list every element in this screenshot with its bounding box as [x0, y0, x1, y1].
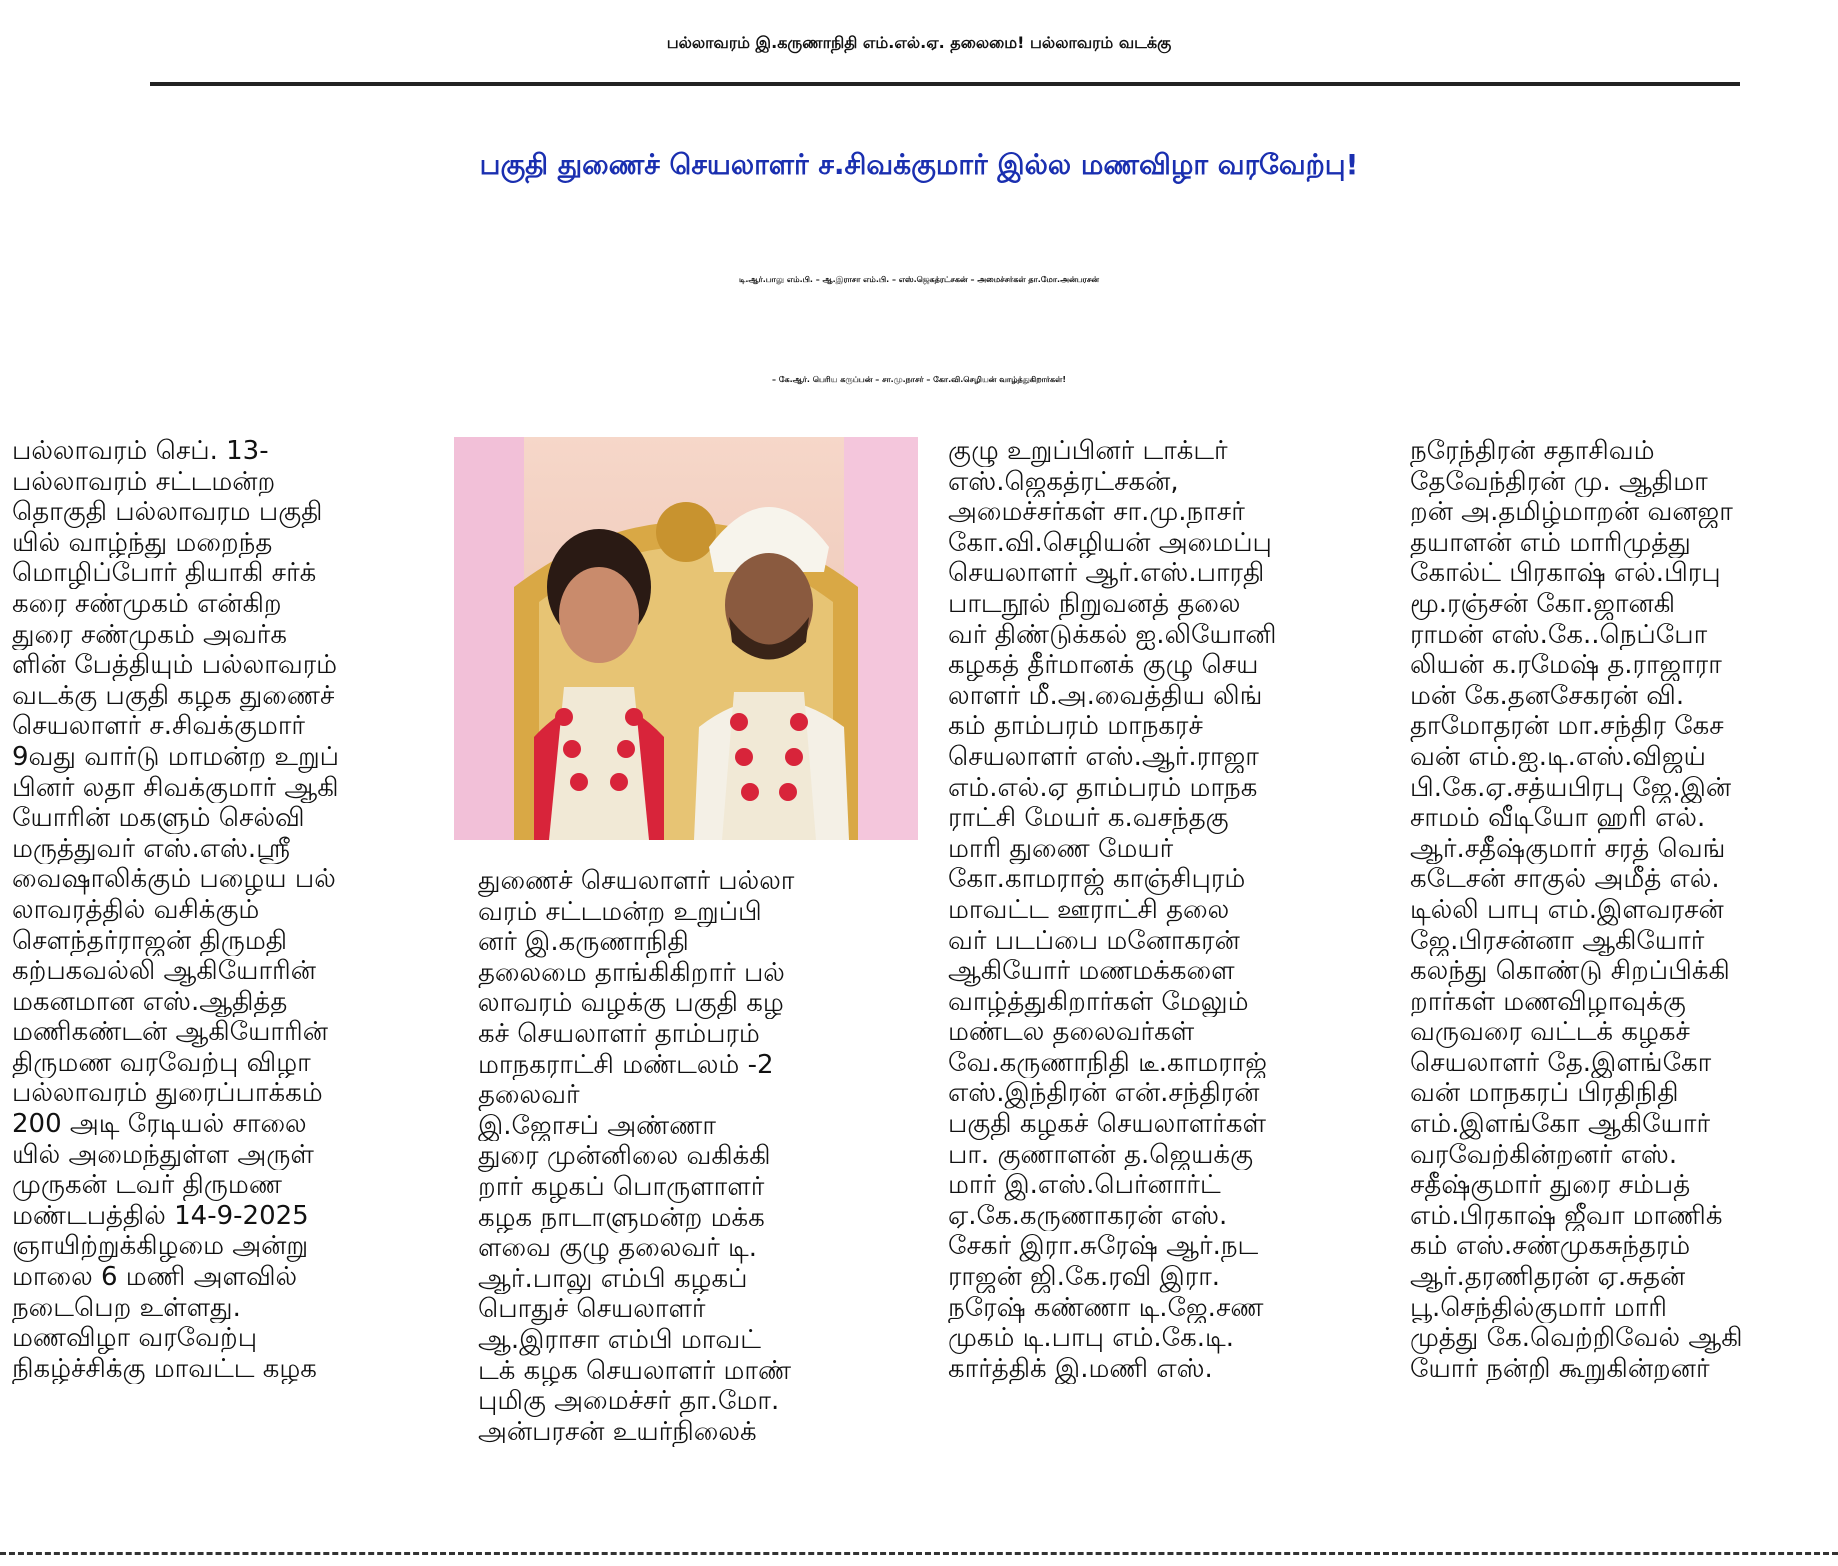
- column-line: சௌந்தர்ராஜன் திருமதி: [12, 925, 288, 956]
- column-line: வரவேற்கின்றனர் எஸ்.: [1410, 1139, 1678, 1170]
- subheadline-line-2: – கே.ஆர். பெரிய கருப்பன் – சா.மு.நாசர் – கோ.வி.செழியன் வாழ்த்துகிறார்கள்!: [771, 375, 1066, 384]
- column-line: எம்.இளங்கோ ஆகியோர்: [1410, 1109, 1711, 1140]
- column-line: பல்லாவரம் துரைப்பாக்கம்: [12, 1078, 323, 1109]
- column-line: டக் கழக செயலாளர் மாண்: [478, 1355, 792, 1386]
- column-line: தொகுதி பல்லாவரம பகுதி: [12, 497, 323, 528]
- column-line: கம் தாம்பரம் மாநகரச்: [948, 711, 1203, 742]
- column-line: மாலை 6 மணி அளவில்: [12, 1262, 298, 1293]
- column-line: றார்கள் மணவிழாவுக்கு: [1410, 986, 1686, 1017]
- column-line: வன் மாநகரப் பிரதிநிதி: [1410, 1078, 1679, 1109]
- column-line: லாளர் மீ.அ.வைத்திய லிங்: [948, 680, 1263, 711]
- column-line: ஆர்.சதீஷ்குமார் சரத் வெங்: [1410, 833, 1726, 864]
- article-column-4: [1410, 436, 1830, 1384]
- column-line: பூ.செந்தில்குமார் மாரி: [1410, 1292, 1667, 1323]
- column-line: பாடநூல் நிறுவனத் தலை: [948, 588, 1241, 619]
- column-line: இ.ஜோசப் அண்ணா: [478, 1110, 716, 1141]
- column-line: கலந்து கொண்டு சிறப்பிக்கி: [1410, 956, 1730, 987]
- column-line: பொதுச் செயலாளர்: [478, 1294, 706, 1325]
- column-line: எஸ்.ஜெகத்ரட்சகன்,: [948, 466, 1179, 497]
- bottom-dashed-rule: [0, 1552, 1838, 1555]
- column-line: ஜே.பிரசன்னா ஆகியோர்: [1410, 925, 1705, 956]
- article-column-1: [12, 436, 432, 1384]
- column-line: வே.கருணாநிதி டீ.காமராஜ்: [948, 1047, 1267, 1078]
- column-line: ஏ.கே.கருணாகரன் எஸ்.: [948, 1200, 1228, 1231]
- article-column-2: [478, 866, 898, 1447]
- column-line: வன் எம்.ஐ.டி.எஸ்.விஜய்: [1410, 741, 1706, 772]
- column-line: மூ.ரஞ்சன் கோ.ஜானகி: [1410, 588, 1676, 619]
- column-line: வர் படப்பை மனோகரன்: [948, 925, 1240, 956]
- column-line: முத்து கே.வெற்றிவேல் ஆகி: [1410, 1323, 1743, 1354]
- headline-line-2: பகுதி துணைச் செயலாளர் ச.சிவக்குமார் இல்ல மணவிழா வரவேற்பு!: [479, 148, 1359, 181]
- column-line: தலைமை தாங்கிகிறார் பல்: [478, 957, 785, 988]
- column-line: நரேஷ் கண்ணா டி.ஜே.சண: [948, 1292, 1264, 1323]
- column-line: பல்லாவரம் சட்டமன்ற: [12, 466, 276, 497]
- column-line: ளின் பேத்தியும் பல்லாவரம்: [12, 650, 338, 681]
- column-line: 9வது வார்டு மாமன்ற உறுப்: [12, 741, 340, 772]
- column-line: வரம் சட்டமன்ற உறுப்பி: [478, 896, 762, 927]
- column-line: 200 அடி ரேடியல் சாலை: [12, 1109, 307, 1140]
- column-line: கழக நாடாளுமன்ற மக்க: [478, 1202, 765, 1233]
- column-line: செயலாளர் ச.சிவக்குமார்: [12, 711, 305, 742]
- column-line: கரை சண்முகம் என்கிற: [12, 588, 282, 619]
- column-line: திருமண வரவேற்பு விழா: [12, 1047, 311, 1078]
- column-line: முகம் டி.பாபு எம்.கே.டி.: [948, 1323, 1234, 1354]
- column-line: வடக்கு பகுதி கழக துணைச்: [12, 680, 335, 711]
- column-line: ஆர்.தரணிதரன் ஏ.சுதன்: [1410, 1262, 1686, 1293]
- column-line: தாமோதரன் மா.சந்திர கேச: [1410, 711, 1724, 742]
- column-line: ராமன் எஸ்.கே..நெப்போ: [1410, 619, 1708, 650]
- column-line: ஆ.இராசா எம்பி மாவட்: [478, 1324, 761, 1355]
- column-line: கம் எஸ்.சண்முகசுந்தரம்: [1410, 1231, 1691, 1262]
- column-line: மண்டபத்தில் 14-9-2025: [12, 1200, 309, 1231]
- column-line: லாவரத்தில் வசிக்கும்: [12, 894, 260, 925]
- column-line: கழகத் தீர்மானக் குழு செய: [948, 650, 1259, 681]
- column-line: நிகழ்ச்சிக்கு மாவட்ட கழக: [12, 1353, 317, 1384]
- column-line: பி.கே.ஏ.சத்யபிரபு ஜே.இன்: [1410, 772, 1732, 803]
- column-line: கற்பகவல்லி ஆகியோரின்: [12, 956, 316, 987]
- column-line: மணிகண்டன் ஆகியோரின்: [12, 1017, 328, 1048]
- column-line: றார் கழகப் பொருளாளர்: [478, 1171, 765, 1202]
- column-line: மாநகராட்சி மண்டலம் -2: [478, 1049, 774, 1080]
- column-line: யோரின் மகளும் செல்வி: [12, 803, 305, 834]
- column-line: தலைவர்: [478, 1080, 580, 1111]
- subheadline-line-1: டி.ஆர்.பாலு எம்.பி. – ஆ.இராசா எம்.பி. – எஸ்.ஜெகத்ரட்சகன் – அமைச்சர்கள் தா.மோ.அன்பரசன்: [738, 275, 1100, 284]
- column-line: கச் செயலாளர் தாம்பரம்: [478, 1018, 760, 1049]
- column-line: செயலாளர் ஆர்.எஸ்.பாரதி: [948, 558, 1265, 589]
- column-line: வர் திண்டுக்கல் ஐ.லியோனி: [948, 619, 1277, 650]
- column-line: சதீஷ்குமார் துரை சம்பத்: [1410, 1170, 1691, 1201]
- column-line: பல்லாவரம் செப். 13-: [12, 436, 269, 466]
- column-line: எம்.பிரகாஷ் ஜீவா மாணிக்: [1410, 1200, 1723, 1231]
- column-line: மணவிழா வரவேற்பு: [12, 1323, 258, 1354]
- column-line: ஞாயிற்றுக்கிழமை அன்று: [12, 1231, 309, 1262]
- column-line: ளவை குழு தலைவர் டி.: [478, 1233, 758, 1264]
- wedding-couple-photo: [454, 437, 918, 840]
- column-line: துரை சண்முகம் அவர்க: [12, 619, 288, 650]
- column-line: வருவரை வட்டக் கழகச்: [1410, 1017, 1690, 1048]
- column-line: ராட்சி மேயர் க.வசந்தகு: [948, 803, 1229, 834]
- column-line: மாவட்ட ஊராட்சி தலை: [948, 894, 1230, 925]
- column-line: லாவரம் வழக்கு பகுதி கழ: [478, 988, 784, 1019]
- column-line: புமிகு அமைச்சர் தா.மோ.: [478, 1386, 780, 1417]
- column-line: வாழ்த்துகிறார்கள் மேலும்: [948, 986, 1249, 1017]
- column-line: னர் இ.கருணாநிதி: [478, 927, 689, 958]
- column-line: யில் வாழ்ந்து மறைந்த: [12, 527, 273, 558]
- headline-rule: [150, 82, 1740, 86]
- column-line: பா. குணாளன் த.ஜெயக்கு: [948, 1139, 1254, 1170]
- column-line: ஆகியோர் மணமக்களை: [948, 956, 1235, 987]
- column-line: வைஷாலிக்கும் பழைய பல்: [12, 864, 336, 895]
- column-line: பினர் லதா சிவக்குமார் ஆகி: [12, 772, 339, 803]
- column-line: மார் இ.எஸ்.பெர்னார்ட்: [948, 1170, 1221, 1201]
- column-line: லியன் க.ரமேஷ் த.ராஜாரா: [1410, 650, 1722, 681]
- column-line: குழு உறுப்பினர் டாக்டர்: [948, 436, 1228, 466]
- column-line: முருகன் டவர் திருமண: [12, 1170, 282, 1201]
- column-line: கடேசன் சாகுல் அமீத் எல்.: [1410, 864, 1720, 895]
- column-line: கோல்ட் பிரகாஷ் எல்.பிரபு: [1410, 558, 1721, 589]
- column-line: நடைபெற உள்ளது.: [12, 1292, 241, 1323]
- column-line: மன் கே.தனசேகரன் வி.: [1410, 680, 1685, 711]
- column-line: நரேந்திரன் சதாசிவம்: [1410, 436, 1655, 466]
- column-line: செயலாளர் தே.இளங்கோ: [1410, 1047, 1712, 1078]
- column-line: அன்பரசன் உயர்நிலைக்: [478, 1416, 757, 1447]
- column-line: தயாளன் எம் மாரிமுத்து: [1410, 527, 1691, 558]
- column-line: மகனமான எஸ்.ஆதித்த: [12, 986, 288, 1017]
- column-line: எம்.எல்.ஏ தாம்பரம் மாநக: [948, 772, 1258, 803]
- column-line: மருத்துவர் எஸ்.எஸ்.ஸ்ரீ: [12, 833, 291, 864]
- column-line: கோ.வி.செழியன் அமைப்பு: [948, 527, 1272, 558]
- column-line: யில் அமைந்துள்ள அருள்: [12, 1139, 314, 1170]
- column-line: சாமம் வீடியோ ஹரி எல்.: [1410, 803, 1706, 834]
- column-line: மண்டல தலைவர்கள்: [948, 1017, 1195, 1048]
- column-line: கோ.காமராஜ் காஞ்சிபுரம்: [948, 864, 1246, 895]
- column-line: எஸ்.இந்திரன் என்.சந்திரன்: [948, 1078, 1260, 1109]
- column-line: செயலாளர் எஸ்.ஆர்.ராஜா: [948, 741, 1259, 772]
- article-column-3: [948, 436, 1368, 1384]
- column-line: பகுதி கழகச் செயலாளர்கள்: [948, 1109, 1266, 1140]
- column-line: அமைச்சர்கள் சா.மு.நாசர்: [948, 497, 1245, 528]
- column-line: யோர் நன்றி கூறுகின்றனர்: [1410, 1353, 1710, 1384]
- column-line: மொழிப்போர் தியாகி சர்க்: [12, 558, 317, 589]
- column-line: சேகர் இரா.சுரேஷ் ஆர்.நட: [948, 1231, 1259, 1262]
- column-line: கார்த்திக் இ.மணி எஸ்.: [948, 1353, 1213, 1384]
- column-line: மாரி துணை மேயர்: [948, 833, 1174, 864]
- column-line: ஆர்.பாலு எம்பி கழகப்: [478, 1263, 748, 1294]
- headline-line-1: பல்லாவரம் இ.கருணாநிதி எம்.எல்.ஏ. தலைமை! பல்லாவரம் வடக்கு: [666, 33, 1172, 52]
- column-line: துரை முன்னிலை வகிக்கி: [478, 1141, 771, 1172]
- column-line: டில்லி பாபு எம்.இளவரசன்: [1410, 894, 1724, 925]
- column-line: துணைச் செயலாளர் பல்லா: [478, 866, 795, 896]
- column-line: தேவேந்திரன் மு. ஆதிமா: [1410, 466, 1708, 497]
- column-line: றன் அ.தமிழ்மாறன் வனஜா: [1410, 497, 1733, 528]
- column-line: ராஜன் ஜி.கே.ரவி இரா.: [948, 1262, 1221, 1293]
